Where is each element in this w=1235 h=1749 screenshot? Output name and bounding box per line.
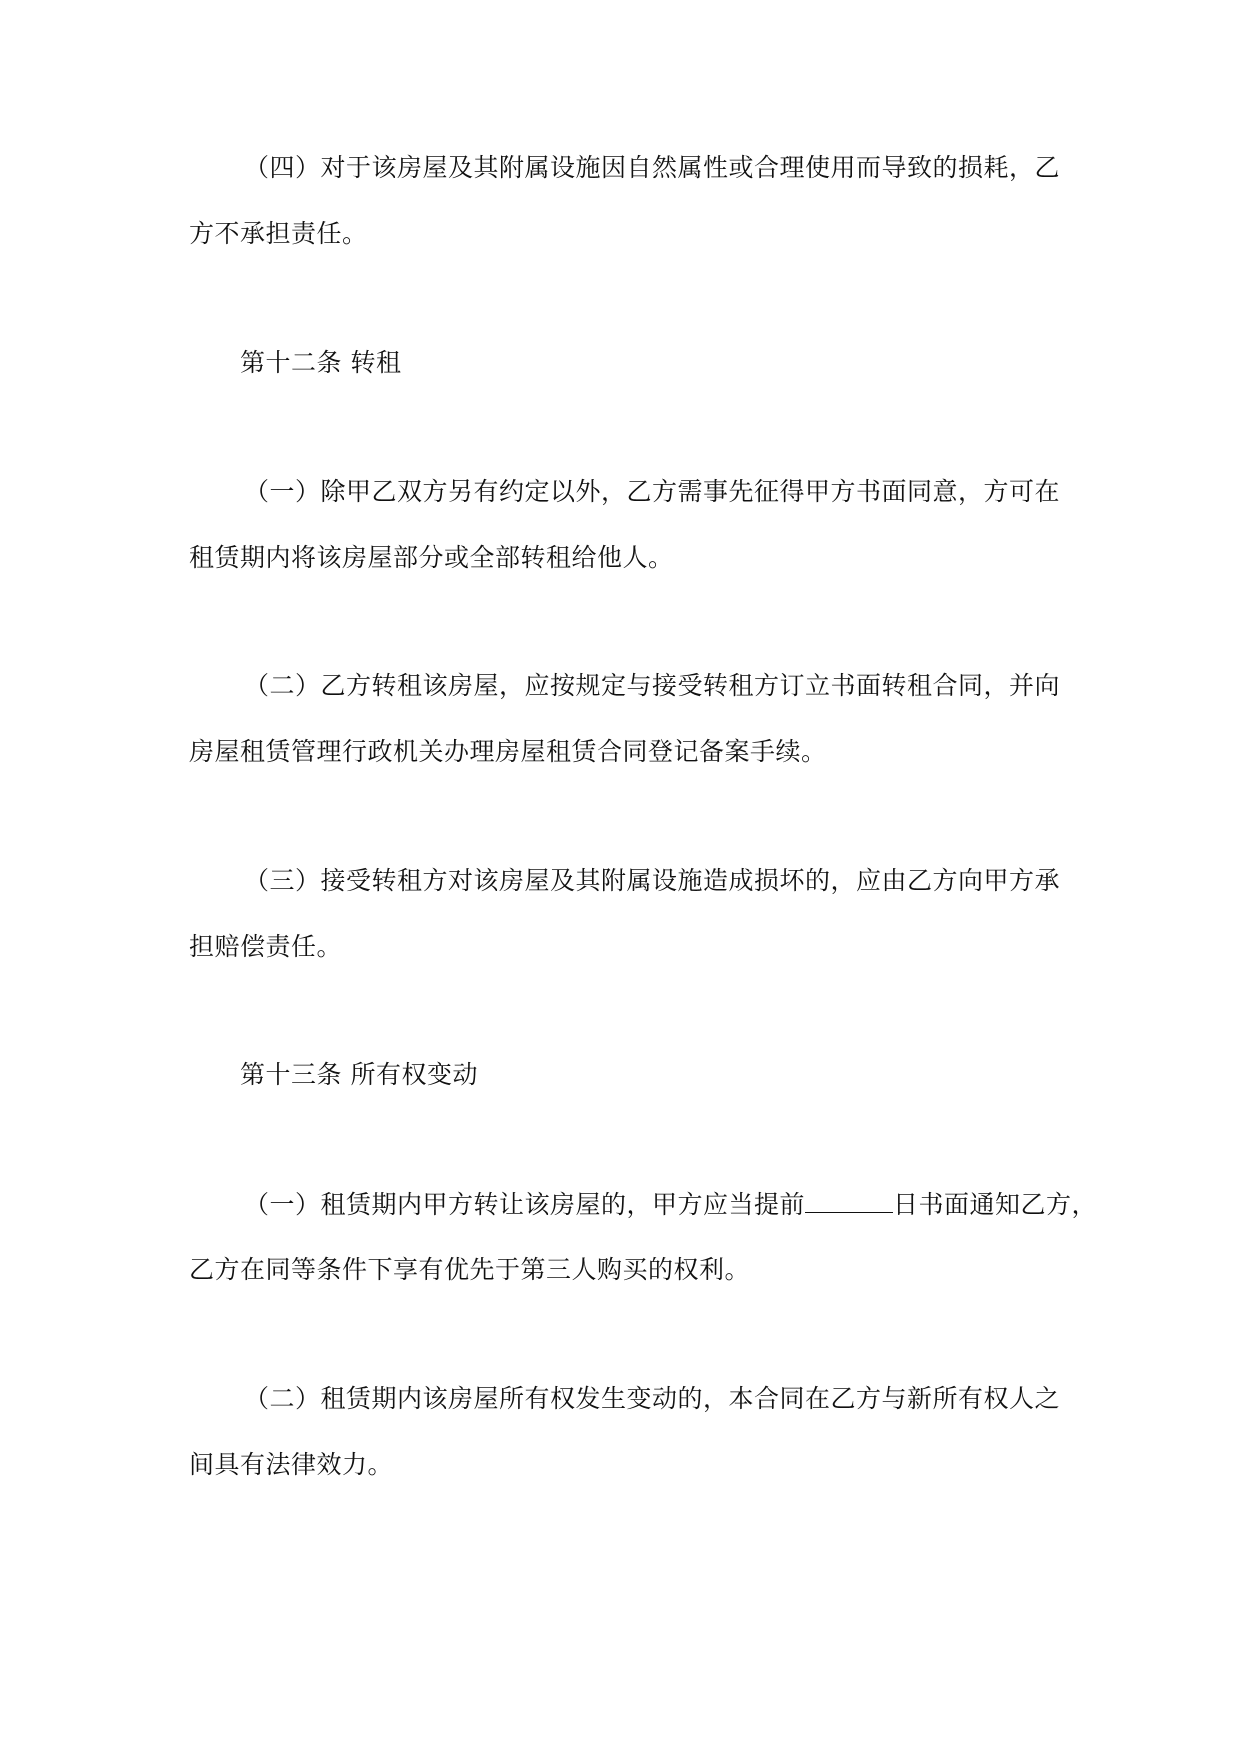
article13-item1-line2: 乙方在同等条件下享有优先于第三人购买的权利。 [189,1255,751,1284]
article12-item1-line2: 租赁期内将该房屋部分或全部转租给他人。 [189,543,674,572]
article12-item2-line1: （二）乙方转租该房屋，应按规定与接受转租方订立书面转租合同，并向 [244,671,1061,700]
article12-item2-line2: 房屋租赁管理行政机关办理房屋租赁合同登记备案手续。 [189,737,827,766]
article13-heading: 第十三条 所有权变动 [240,1060,478,1089]
article12-item3-line1: （三）接受转租方对该房屋及其附属设施造成损坏的，应由乙方向甲方承 [244,866,1061,895]
article12-item3-line2: 担赔偿责任。 [189,932,343,961]
article12-heading: 第十二条 转租 [240,348,402,377]
fill-in-blank-days [805,1188,893,1213]
clause11-item4-line2: 方不承担责任。 [189,219,368,248]
article13-item2-line2: 间具有法律效力。 [189,1450,394,1479]
article13-item1-text-before: （一）租赁期内甲方转让该房屋的，甲方应当提前 [244,1190,806,1219]
article13-item1-text-after: 日书面通知乙方， [893,1190,1098,1219]
clause11-item4-line1: （四）对于该房屋及其附属设施因自然属性或合理使用而导致的损耗，乙 [244,153,1061,182]
article13-item2-line1: （二）租赁期内该房屋所有权发生变动的，本合同在乙方与新所有权人之 [244,1384,1061,1413]
article12-item1-line1: （一）除甲乙双方另有约定以外，乙方需事先征得甲方书面同意，方可在 [244,477,1061,506]
article13-item1-line1 [244,1188,1097,1221]
